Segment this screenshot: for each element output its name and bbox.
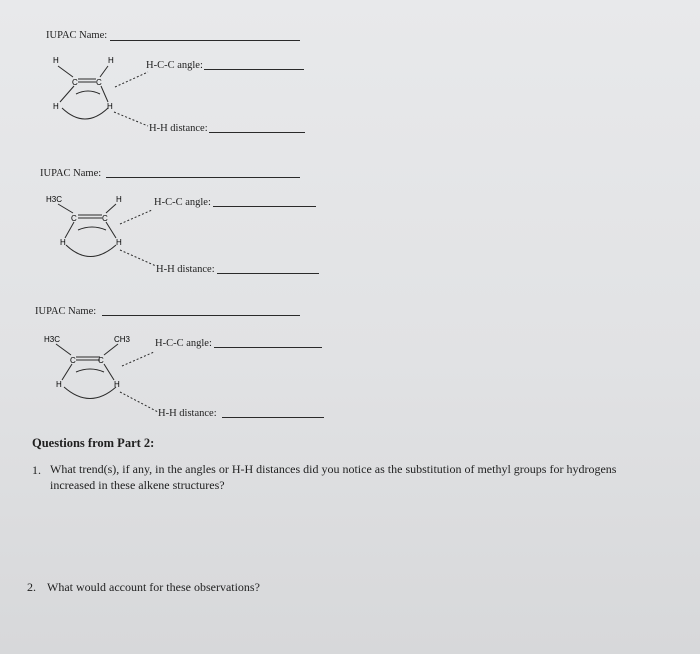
mol1-carbon-left: C bbox=[72, 78, 78, 87]
iupac-name-label-2: IUPAC Name: bbox=[40, 168, 102, 179]
molecule-1 bbox=[40, 50, 150, 135]
hh-distance-blank-1[interactable] bbox=[209, 132, 305, 133]
mol2-bottom-left-atom: H bbox=[60, 238, 66, 247]
mol3-bonds bbox=[56, 344, 118, 399]
mol1-bottom-right-atom: H bbox=[107, 102, 113, 111]
mol3-bottom-left-atom: H bbox=[56, 380, 62, 389]
iupac-name-blank-2[interactable] bbox=[106, 177, 300, 178]
iupac-name-label-1: IUPAC Name: bbox=[46, 30, 108, 41]
mol3-carbon-left: C bbox=[70, 356, 76, 365]
hh-distance-blank-2[interactable] bbox=[217, 273, 319, 274]
question-1-number: 1. bbox=[32, 463, 41, 477]
mol3-bottom-right-atom: H bbox=[114, 380, 120, 389]
iupac-name-label-3: IUPAC Name: bbox=[35, 306, 97, 317]
hh-distance-blank-3[interactable] bbox=[222, 417, 324, 418]
question-1-text bbox=[50, 461, 695, 493]
question-1-line-1: What trend(s), if any, in the angles or H-H distances did you notice as the substitution of methyl groups for hydrogens bbox=[50, 462, 617, 476]
mol1-top-left-atom: H bbox=[53, 56, 59, 65]
hh-distance-label-1: H-H distance: bbox=[149, 123, 208, 134]
hh-distance-label-2: H-H distance: bbox=[156, 264, 215, 275]
mol2-bonds bbox=[58, 204, 116, 257]
mol1-dashed-lines bbox=[114, 72, 148, 126]
questions-heading: Questions from Part 2: bbox=[32, 436, 155, 450]
hcc-angle-blank-2[interactable] bbox=[213, 206, 316, 207]
mol1-top-right-atom: H bbox=[108, 56, 114, 65]
question-1-line-2: increased in these alkene structures? bbox=[50, 478, 225, 492]
mol1-carbon-right: C bbox=[96, 78, 102, 87]
hcc-angle-label-2: H-C-C angle: bbox=[154, 197, 211, 208]
hh-distance-label-3: H-H distance: bbox=[158, 408, 217, 419]
question-2-text: What would account for these observations? bbox=[47, 580, 260, 594]
iupac-name-blank-3[interactable] bbox=[102, 315, 300, 316]
mol2-top-right-atom: H bbox=[116, 195, 122, 204]
question-2-number: 2. bbox=[27, 580, 36, 594]
mol3-carbon-right: C bbox=[98, 356, 104, 365]
mol2-top-left-atom: H3C bbox=[46, 195, 63, 204]
hcc-angle-label-1: H-C-C angle: bbox=[146, 60, 203, 71]
mol3-top-right-atom: CH3 bbox=[114, 335, 131, 344]
molecule-3 bbox=[38, 328, 163, 420]
hcc-angle-blank-1[interactable] bbox=[204, 69, 304, 70]
iupac-name-blank-1[interactable] bbox=[110, 40, 300, 41]
mol1-bottom-left-atom: H bbox=[53, 102, 59, 111]
mol1-bonds bbox=[58, 66, 108, 119]
mol2-dashed-lines bbox=[120, 210, 156, 266]
mol2-carbon-left: C bbox=[71, 214, 77, 223]
mol3-top-left-atom: H3C bbox=[44, 335, 61, 344]
molecule-2 bbox=[40, 188, 160, 278]
hcc-angle-label-3: H-C-C angle: bbox=[155, 338, 212, 349]
mol2-carbon-right: C bbox=[102, 214, 108, 223]
mol3-dashed-lines bbox=[120, 352, 158, 412]
mol2-bottom-right-atom: H bbox=[116, 238, 122, 247]
hcc-angle-blank-3[interactable] bbox=[214, 347, 322, 348]
